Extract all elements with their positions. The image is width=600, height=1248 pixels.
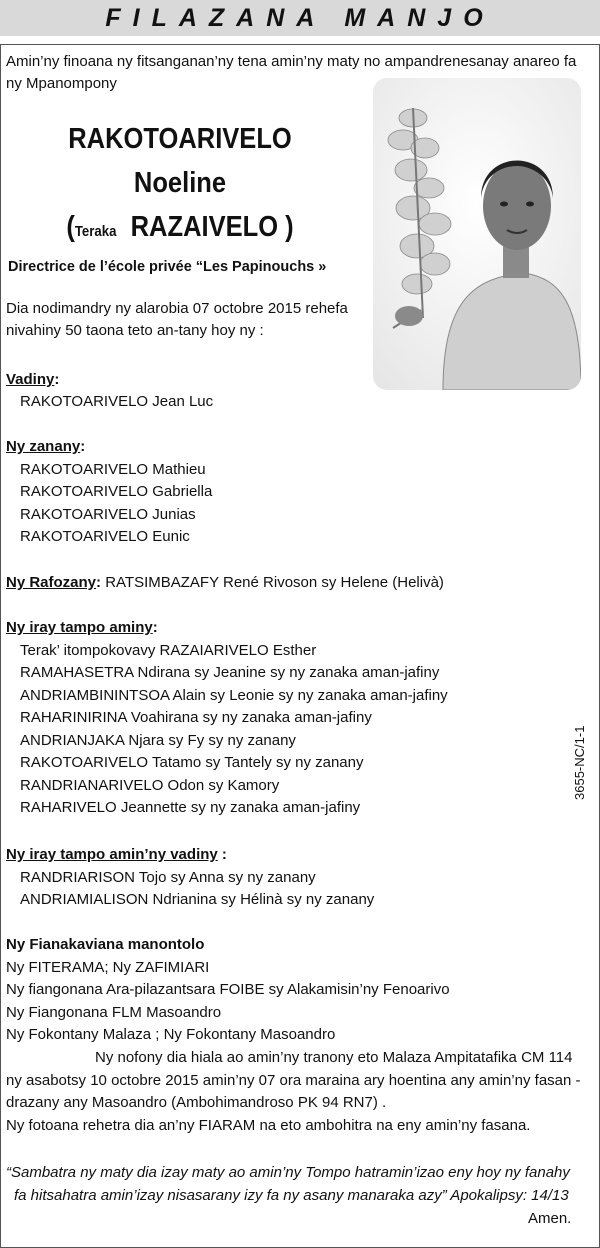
in-laws-line: Ny Rafozany: RATSIMBAZAFY René Rivoson sy Helene (Helivà) bbox=[6, 574, 444, 591]
deceased-surname: RAKOTOARIVELO bbox=[68, 123, 292, 155]
page-header-title: FILAZANA MANJO bbox=[0, 0, 600, 36]
child-name: RAKOTOARIVELO Eunic bbox=[20, 528, 190, 545]
sibling-name: RANDRIANARIVELO Odon sy Kamory bbox=[20, 777, 280, 794]
alias-name: RAZAIVELO ) bbox=[130, 211, 294, 243]
portrait-illustration bbox=[373, 78, 581, 390]
sibling-name: RAKOTOARIVELO Tatamo sy Tantely sy ny zanany bbox=[20, 754, 364, 771]
funeral-line: drazany any Masoandro (Ambohimandroso PK 94 RN7) . bbox=[6, 1094, 387, 1111]
family-line: Ny Fiangonana FLM Masoandro bbox=[6, 1004, 222, 1021]
sibling-name: RAHARIVELO Jeannette sy ny zanaka aman-jafiny bbox=[20, 799, 361, 816]
deceased-role: Directrice de l’école privée “Les Papinouchs » bbox=[8, 259, 327, 275]
intro-text: Amin’ny finoana ny fitsanganan’ny tena amin’ny maty no ampandrenesanay anareo fa ny Mpanompony bbox=[6, 53, 577, 92]
death-notice-line-1: Dia nodimandry ny alarobia 07 octobre 2015 rehefa bbox=[6, 300, 348, 317]
deceased-alias bbox=[22, 210, 339, 249]
sibling-name: ANDRIANJAKA Njara sy Fy sy ny zanany bbox=[20, 732, 296, 749]
child-name: RAKOTOARIVELO Gabriella bbox=[20, 483, 213, 500]
amen-text: Amen. bbox=[528, 1210, 572, 1227]
spouse-heading: Vadiny: bbox=[6, 371, 60, 388]
child-name: RAKOTOARIVELO Mathieu bbox=[20, 461, 206, 478]
spouse-sibling-name: ANDRIAMIALISON Ndrianina sy Hélinà sy ny zanany bbox=[20, 891, 375, 908]
scripture-quote-line-1: “Sambatra ny maty dia izay maty ao amin’ny Tompo hatramin’izao eny hoy ny fanahy bbox=[6, 1164, 570, 1181]
children-heading: Ny zanany: bbox=[6, 438, 86, 455]
alias-open: ( bbox=[66, 211, 75, 243]
reference-code: 3655-NC/1-1 bbox=[572, 725, 587, 800]
sibling-name: Terak’ itompokovavy RAZAIARIVELO Esther bbox=[20, 642, 317, 659]
family-line: Ny FITERAMA; Ny ZAFIMIARI bbox=[6, 959, 210, 976]
family-line: Ny fiangonana Ara-pilazantsara FOIBE sy Alakamisin’ny Fenoarivo bbox=[6, 981, 450, 998]
sibling-name: RAMAHASETRA Ndirana sy Jeanine sy ny zanaka aman-jafiny bbox=[20, 664, 440, 681]
funeral-line: Ny nofony dia hiala ao amin’ny tranony eto Malaza Ampitatafika CM 114 bbox=[95, 1049, 573, 1066]
death-notice-line-2: nivahiny 50 taona teto an-tany hoy ny : bbox=[6, 322, 264, 339]
child-name: RAKOTOARIVELO Junias bbox=[20, 506, 196, 523]
spouse-name: RAKOTOARIVELO Jean Luc bbox=[20, 393, 214, 410]
sibling-name: ANDRIAMBININTSOA Alain sy Leonie sy ny zanaka aman-jafiny bbox=[20, 687, 448, 704]
funeral-line: ny asabotsy 10 octobre 2015 amin’ny 07 ora maraina ary hoentina any amin’ny fasan - bbox=[6, 1072, 581, 1089]
funeral-line: Ny fotoana rehetra dia an’ny FIARAM na eto ambohitra na eny amin’ny fasana. bbox=[6, 1117, 531, 1134]
spouse-siblings-heading: Ny iray tampo amin’ny vadiny : bbox=[6, 846, 227, 863]
spouse-sibling-name: RANDRIARISON Tojo sy Anna sy ny zanany bbox=[20, 869, 316, 886]
family-heading: Ny Fianakaviana manontolo bbox=[6, 936, 205, 953]
deceased-first-name: Noeline bbox=[133, 167, 227, 199]
family-line: Ny Fokontany Malaza ; Ny Fokontany Masoandro bbox=[6, 1026, 336, 1043]
sibling-name: RAHARINIRINA Voahirana sy ny zanaka aman-jafiny bbox=[20, 709, 372, 726]
portrait-photo bbox=[373, 78, 581, 390]
siblings-heading: Ny iray tampo aminy: bbox=[6, 619, 158, 636]
alias-label: Teraka bbox=[74, 223, 117, 240]
scripture-quote-line-2: fa hitsahatra amin’izay nisasarany izy fa ny asany manaraka azy” Apokalipsy: 14/13 bbox=[14, 1187, 569, 1204]
